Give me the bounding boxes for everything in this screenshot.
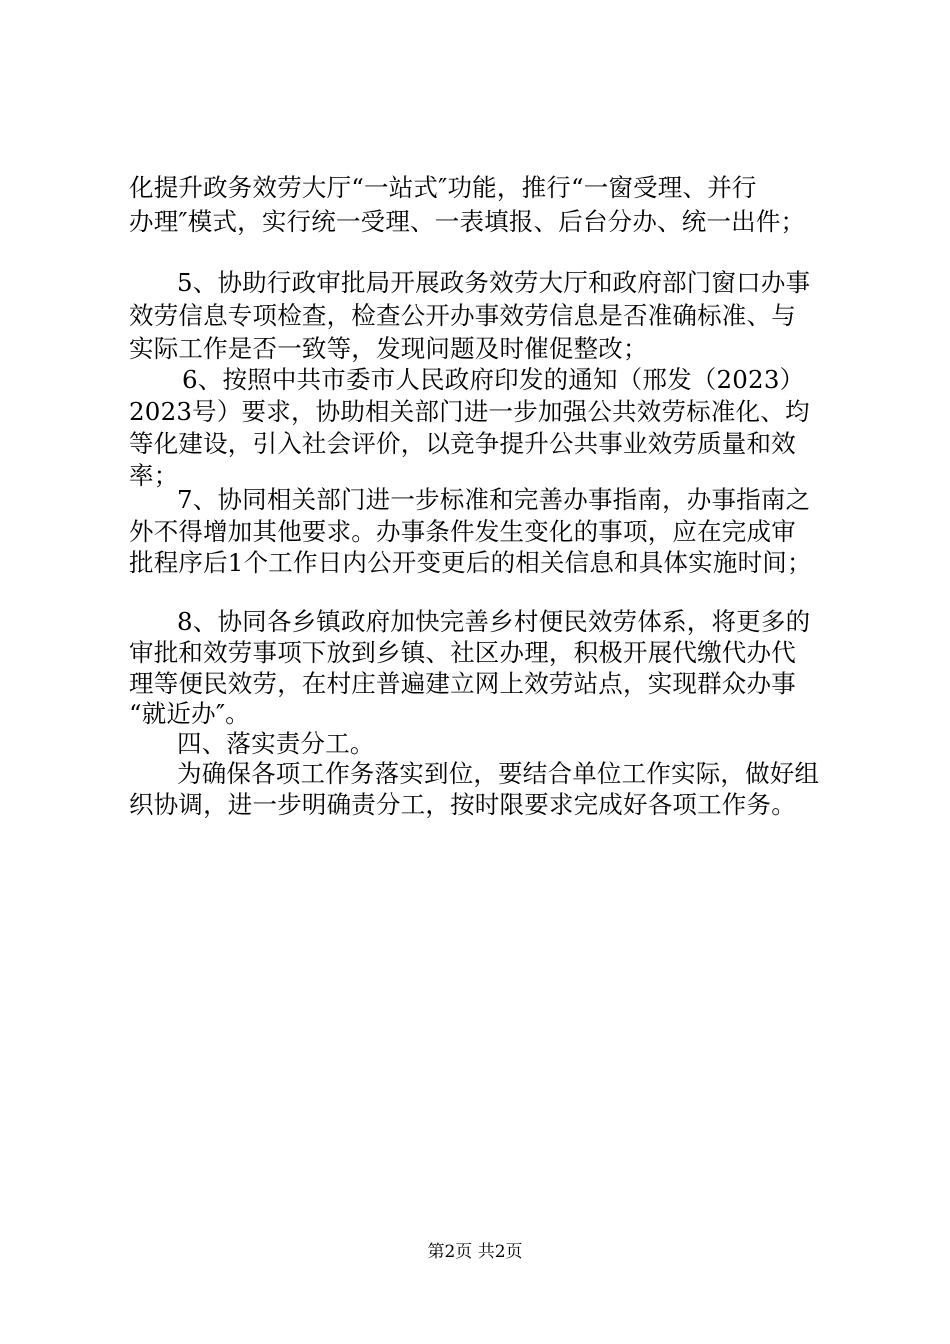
- text-line: 批程序后1个工作日内公开变更后的相关信息和具体实施时间；: [129, 548, 812, 577]
- text-line: 7、协同相关部门进一步标准和完善办事指南，办事指南之: [177, 485, 811, 514]
- text-line: 织协调，进一步明确责分工，按时限要求完成好各项工作务。: [129, 790, 796, 819]
- text-line: 2023号）要求，协助相关部门进一步加强公共效劳标准化、均: [129, 397, 810, 426]
- text-line: 外不得增加其他要求。办事条件发生变化的事项，应在完成审: [129, 517, 796, 546]
- section-heading: 四、落实责分工。: [177, 729, 375, 758]
- text-line: 理等便民效劳，在村庄普遍建立网上效劳站点，实现群众办事: [129, 669, 796, 698]
- text-line: 6、按照中共市委市人民政府印发的通知（邢发（2023）: [182, 365, 805, 394]
- text-line: 等化建设，引入社会评价，以竞争提升公共事业效劳质量和效: [129, 429, 796, 458]
- text-line: 为确保各项工作务落实到位，要结合单位工作实际，做好组: [177, 759, 820, 788]
- text-line: 办理″模式，实行统一受理、一表填报、后台分办、统一出件；: [129, 207, 806, 236]
- text-line: “就近办″。: [129, 699, 250, 728]
- text-line: 效劳信息专项检查，检查公开办事效劳信息是否准确标准、与: [129, 301, 796, 330]
- text-line: 化提升政务效劳大厅“一站式″功能，推行“一窗受理、并行: [129, 173, 757, 202]
- text-line: 率；: [129, 461, 179, 490]
- text-line: 审批和效劳事项下放到乡镇、社区办理，积极开展代缴代办代: [129, 638, 796, 667]
- page-number: 第2页 共2页: [427, 1242, 523, 1262]
- text-line: 5、协助行政审批局开展政务效劳大厅和政府部门窗口办事: [177, 268, 811, 297]
- text-line: 实际工作是否一致等，发现问题及时催促整改；: [129, 334, 648, 363]
- text-line: 8、协同各乡镇政府加快完善乡村便民效劳体系，将更多的: [177, 607, 811, 636]
